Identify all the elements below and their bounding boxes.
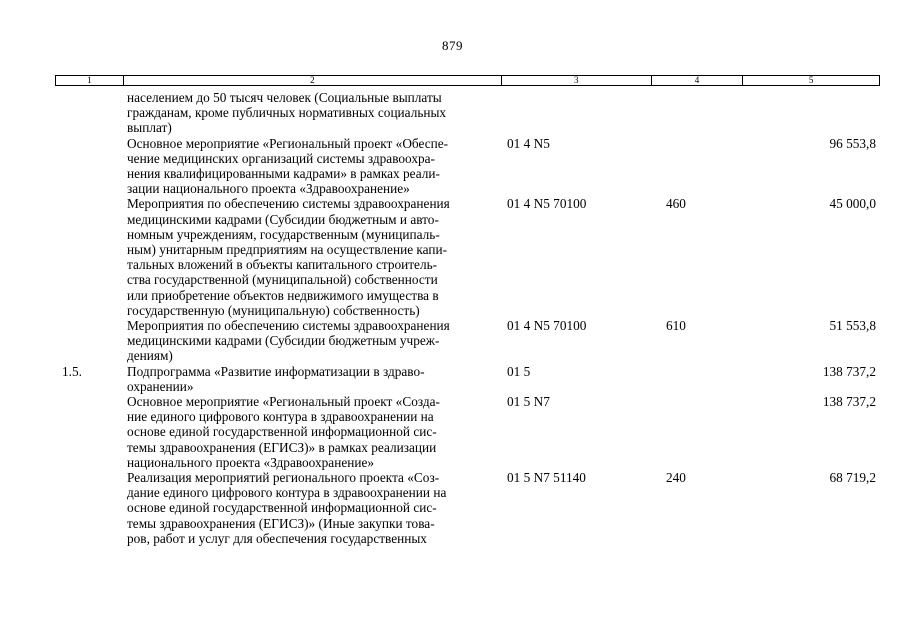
row-name-line: медицинскими кадрами (Субсидии бюджетным и авто- [127,211,439,227]
row-name-line: национального проекта «Здравоохранение» [127,454,374,470]
row-name-line: темы здравоохранения (ЕГИСЗ)» в рамках реализации [127,439,437,455]
row-sum: 51 553,8 [829,318,876,333]
header-col-2: 2 [124,76,502,85]
row-sum: 96 553,8 [829,135,876,151]
row-code: 01 4 N5 70100 [507,196,587,212]
row-name-line: темы здравоохранения (ЕГИСЗ)» (Иные закупки това- [127,515,435,531]
row-name-line: или приобретение объектов недвижимого имущества в [127,287,439,303]
row-sum: 68 719,2 [829,470,876,485]
row-expense-type: 240 [666,470,686,485]
row-code: 01 5 [507,363,531,379]
header-col-5: 5 [808,75,814,85]
row-name-line: населением до 50 тысяч человек (Социальные выплаты [127,90,442,105]
row-name-line: Подпрограмма «Развитие информатизации в здраво- [127,363,425,379]
row-expense-type: 460 [666,196,686,212]
row-sum: 45 000,0 [829,196,876,212]
row-name-line: зации национального проекта «Здравоохранение» [127,181,410,197]
row-name-line: ров, работ и услуг для обеспечения государственных [127,530,427,546]
row-name-line: государственную (муниципальную) собственность) [127,302,420,318]
row-number: 1.5. [62,363,82,379]
row-name-line: тальных вложений в объекты капитального строитель- [127,257,438,273]
row-code: 01 4 N5 [507,135,550,151]
row-code: 01 4 N5 70100 [507,318,587,333]
row-name-line: основе единой государственной информационной сис- [127,500,437,516]
row-name-line: нения квалифицированными кадрами» в рамках реали- [127,166,440,181]
row-sum: 138 737,2 [822,363,876,379]
row-name-line: Мероприятия по обеспечению системы здравоохранения [127,318,450,333]
header-col-3: 3 [502,76,652,85]
row-name [127,136,499,197]
row-name-line: медицинскими кадрами (Субсидии бюджетным учреж- [127,333,440,349]
row-expense-type: 610 [666,318,686,333]
row-name-line: дениям) [127,348,173,364]
row-name-line: охранении» [127,378,194,394]
row-name [127,90,499,136]
row-name-line: Основное мероприятие «Региональный проект «Обеспе- [127,135,449,151]
header-col-1: 1 [56,76,124,85]
row-code: 01 5 N7 [507,394,550,409]
row-sum: 138 737,2 [822,394,876,409]
row-name-line: номным учреждениям, государственным (муниципаль- [127,226,440,242]
row-name [127,318,499,364]
row-name [127,364,499,394]
row-name-line: ние единого цифрового контура в здравоохранении на [127,409,434,425]
row-name [127,196,499,318]
row-name-line: ства государственной (муниципальной) собственности [127,272,438,288]
row-name-line: ным) унитарным предприятиям на осуществление капи- [127,242,448,257]
row-name-line: дание единого цифрового контура в здравоохранении на [127,485,447,501]
row-code: 01 5 N7 51140 [507,470,586,485]
row-name-line: Мероприятия по обеспечению системы здравоохранения [127,196,450,212]
row-name-line: выплат) [127,120,172,136]
row-name-line: Реализация мероприятий регионального проекта «Соз- [127,470,440,485]
header-col-4: 4 [652,76,744,85]
table-header [55,75,880,86]
row-name-line: гражданам, кроме публичных нормативных социальных [127,105,447,121]
row-name-line: чение медицинских организаций системы здравоохра- [127,150,435,166]
row-name [127,394,499,470]
row-name-line: основе единой государственной информационной сис- [127,424,437,440]
page-number: 879 [442,38,463,53]
row-name-line: Основное мероприятие «Региональный проект «Созда- [127,394,440,409]
row-name [127,470,499,546]
